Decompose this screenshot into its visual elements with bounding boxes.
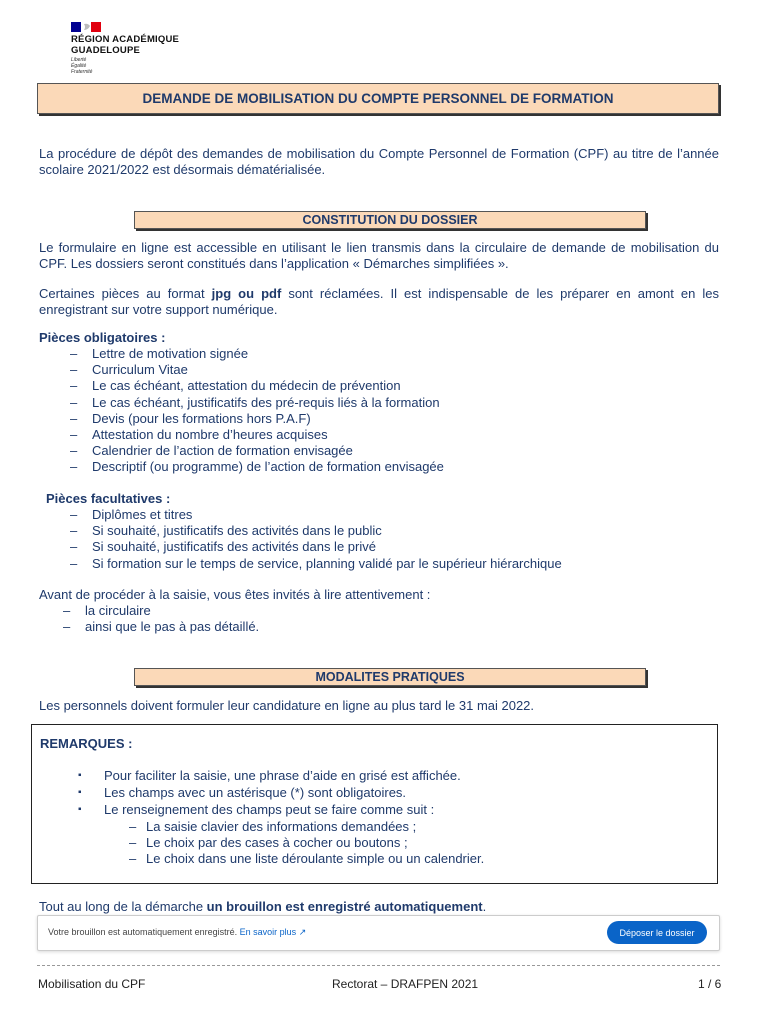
file-format-paragraph: Certaines pièces au format jpg ou pdf sont réclamées. Il est indispensable de les préparer en amont en les enregistrant sur votre support numérique.: [39, 286, 720, 317]
draft-status-bar: [37, 915, 720, 951]
list-item: ▪ Le renseignement des champs peut se faire comme suit :: [70, 801, 700, 818]
list-item: – ainsi que le pas à pas détaillé.: [63, 619, 703, 635]
list-item: – Curriculum Vitae: [70, 362, 710, 378]
list-item: – Diplômes et titres: [70, 507, 710, 523]
page-number: 1 / 6: [698, 977, 722, 991]
page-title: DEMANDE DE MOBILISATION DU COMPTE PERSONNEL DE FORMATION: [37, 83, 719, 114]
before-reading-list: [63, 603, 703, 635]
list-item: – Le choix par des cases à cocher ou boutons ;: [129, 835, 689, 851]
list-item: – Le choix dans une liste déroulante simple ou un calendrier.: [129, 851, 689, 867]
footer-left: Mobilisation du CPF: [38, 977, 146, 991]
optional-list: [70, 507, 710, 572]
list-item: – la circulaire: [63, 603, 703, 619]
draft-paragraph: Tout au long de la démarche un brouillon est enregistré automatiquement.: [39, 899, 487, 914]
list-item: – Le cas échéant, attestation du médecin de prévention: [70, 378, 710, 394]
submit-dossier-button[interactable]: Déposer le dossier: [607, 921, 707, 944]
list-item: – Descriptif (ou programme) de l’action de formation envisagée: [70, 459, 710, 475]
footer-divider: [37, 965, 720, 966]
remarks-sub-list: [129, 819, 689, 868]
remarks-box: [31, 724, 718, 884]
logo-region-label: RÉGION ACADÉMIQUE: [71, 34, 180, 45]
mandatory-list: [70, 346, 710, 476]
intro-paragraph: La procédure de dépôt des demandes de mobilisation du Compte Personnel de Formation (CPF) au titre de l’année scolaire 2021/2022 est désormais dématérialisée.: [39, 146, 719, 177]
marianne-logo: [71, 22, 101, 32]
list-item: – Calendrier de l’action de formation envisagée: [70, 443, 710, 459]
list-item: – Le cas échéant, justificatifs des pré-requis liés à la formation: [70, 395, 710, 411]
form-access-paragraph: Le formulaire en ligne est accessible en utilisant le lien transmis dans la circulaire de demande de mobilisation du CPF. Les dossiers seront constitués dans l’application « Démarches simplifiées ».: [39, 240, 719, 271]
section-title-modalites: MODALITES PRATIQUES: [134, 668, 646, 686]
external-link-icon: ↗: [298, 927, 307, 937]
list-item: ▪ Les champs avec un astérisque (*) sont obligatoires.: [70, 784, 700, 801]
list-item: – Si souhaité, justificatifs des activités dans le public: [70, 523, 710, 539]
mandatory-heading: Pièces obligatoires :: [39, 330, 166, 345]
remarks-list: [70, 767, 700, 818]
list-item: ▪ Pour faciliter la saisie, une phrase d’aide en grisé est affichée.: [70, 767, 700, 784]
before-reading-paragraph: Avant de procéder à la saisie, vous êtes invités à lire attentivement :: [39, 587, 431, 602]
list-item: – La saisie clavier des informations demandées ;: [129, 819, 689, 835]
list-item: – Si souhaité, justificatifs des activités dans le privé: [70, 539, 710, 555]
learn-more-link[interactable]: En savoir plus: [239, 927, 297, 937]
optional-heading: Pièces facultatives :: [46, 491, 171, 506]
list-item: – Devis (pour les formations hors P.A.F): [70, 411, 710, 427]
list-item: – Si formation sur le temps de service, planning validé par le supérieur hiérarchique: [70, 556, 710, 572]
remarks-heading: REMARQUES :: [40, 736, 133, 751]
section-title-constitution: CONSTITUTION DU DOSSIER: [134, 211, 646, 229]
logo-academy-label: GUADELOUPE: [71, 45, 141, 56]
footer-center: Rectorat – DRAFPEN 2021: [332, 977, 479, 991]
logo-motto: Liberté Égalité Fraternité: [71, 57, 93, 75]
list-item: – Attestation du nombre d’heures acquises: [70, 427, 710, 443]
draft-status-text: Votre brouillon est automatiquement enregistré. En savoir plus ↗: [48, 927, 307, 937]
list-item: – Lettre de motivation signée: [70, 346, 710, 362]
deadline-paragraph: Les personnels doivent formuler leur candidature en ligne au plus tard le 31 mai 2022.: [39, 698, 535, 713]
